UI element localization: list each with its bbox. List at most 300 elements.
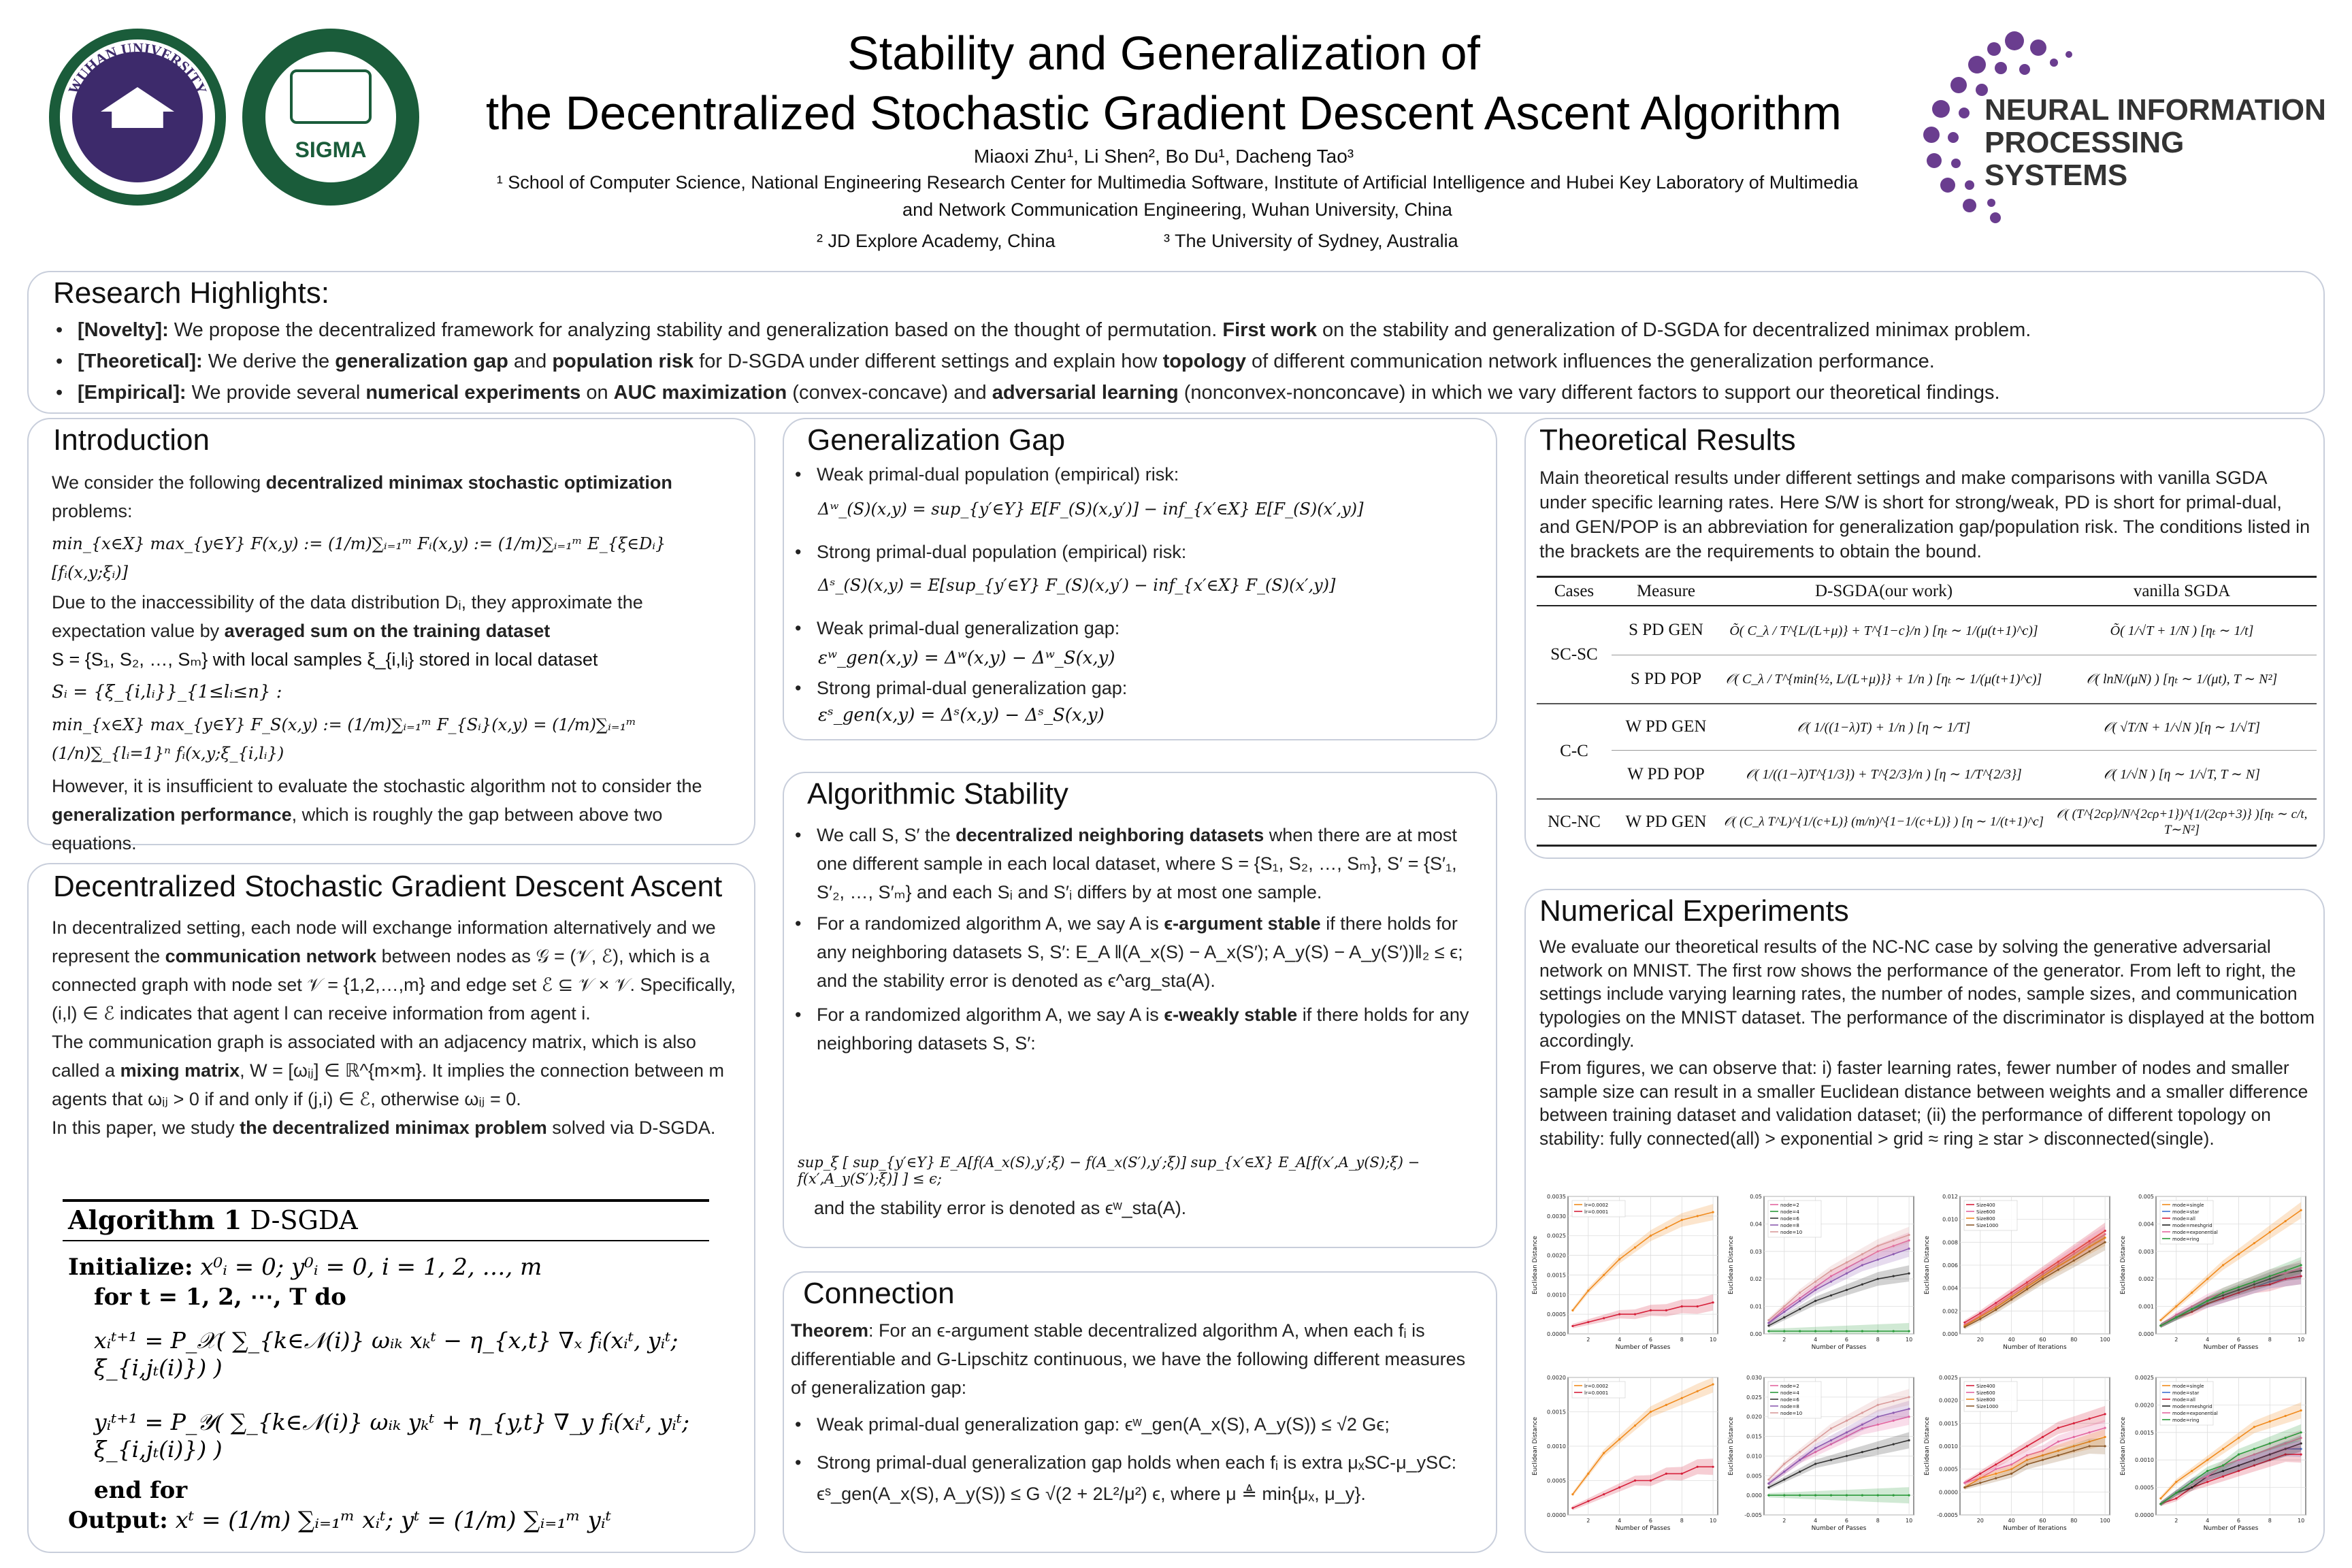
y-tick-label: 0.01 xyxy=(1750,1303,1762,1310)
y-tick-label: 0.0020 xyxy=(1547,1375,1566,1381)
measure-cell: S PD POP xyxy=(1630,669,1702,688)
intro-paragraph-1: We consider the following decentralized minimax stochastic optimization problems: xyxy=(52,472,672,521)
legend-label: node=4 xyxy=(1780,1390,1799,1396)
y-tick-label: 0.0035 xyxy=(1547,1194,1566,1200)
algorithm-mid-rule xyxy=(63,1240,709,1241)
introduction-panel xyxy=(27,418,755,853)
gengap-list-3 xyxy=(791,614,1485,642)
legend-label: mode=single xyxy=(2172,1203,2204,1208)
x-tick-label: 4 xyxy=(2206,1337,2210,1343)
data-point xyxy=(1650,1309,1652,1311)
results-table xyxy=(1537,576,2317,847)
data-point xyxy=(1767,1478,1769,1480)
data-point xyxy=(2206,1278,2208,1280)
data-point xyxy=(2238,1253,2240,1255)
chart-svg xyxy=(1530,1372,1722,1542)
legend-label: node=8 xyxy=(1780,1404,1799,1409)
connection-strong-gap: • Strong primal-dual generalization gap holds when each fᵢ is extra μₓSC-μ_ySC: ϵˢ_gen(A_x(S), A_y(S)) ≤ G √(2 + 2L²/μ²) ϵ, where μ ≜ min{μₓ, μ_y}. xyxy=(791,1447,1485,1509)
data-point xyxy=(2104,1445,2106,1447)
data-point xyxy=(1571,1507,1573,1509)
gengap-weak-gap: • Weak primal-dual generalization gap: xyxy=(791,614,1485,642)
data-point xyxy=(2238,1437,2240,1439)
data-point xyxy=(2104,1436,2106,1438)
data-point xyxy=(1799,1459,1801,1461)
theoretical-results-title: Theoretical Results xyxy=(1539,423,1796,457)
data-point xyxy=(1814,1289,1816,1291)
y-tick-label: 0.0000 xyxy=(1939,1489,1958,1496)
affiliation-1b: and Network Communication Engineering, Wuhan University, China xyxy=(902,199,1452,220)
legend-label: mode=meshgrid xyxy=(2172,1223,2212,1228)
y-axis-label: Euclidean Distance xyxy=(1728,1235,1735,1295)
data-point xyxy=(2057,1441,2059,1443)
legend-label: node=8 xyxy=(1780,1223,1799,1228)
y-tick-label: 0.05 xyxy=(1750,1194,1762,1200)
data-point xyxy=(1799,1300,1801,1302)
data-point xyxy=(1830,1294,1832,1296)
data-point xyxy=(2057,1454,2059,1456)
y-tick-label: 0.025 xyxy=(1746,1394,1762,1401)
data-point xyxy=(2300,1264,2302,1266)
algorithm-x-update: xᵢᵗ⁺¹ = P_𝒳( ∑_{k∈𝒩(i)} ωᵢₖ xₖᵗ − η_{x,t} ∇ₓ fᵢ(xᵢᵗ, yᵢᵗ; ξ_{i,jₜ(i)}) ) xyxy=(94,1327,679,1381)
y-tick-label: 0.0020 xyxy=(2135,1402,2154,1409)
y-tick-label: 0.0015 xyxy=(1547,1272,1566,1279)
y-tick-label: 0.003 xyxy=(2138,1248,2154,1255)
experiment-chart-5 xyxy=(1530,1372,1722,1542)
x-tick-label: 8 xyxy=(2268,1337,2272,1343)
x-axis-label: Number of Iterations xyxy=(2003,1525,2067,1532)
vanilla-cell: 𝒪( lnN/(μN) ) [ηₜ ∼ 1/(μt), T ∼ N²] xyxy=(2086,672,2278,687)
intro-paragraph-2: Due to the inaccessibility of the data distribution Dᵢ, they approximate the expectation value by averaged sum on the training dataset xyxy=(52,592,643,641)
data-point xyxy=(1681,1305,1683,1307)
gengap-eq-3: εʷ_gen(x,y) = Δʷ(x,y) − Δʷ_S(x,y) xyxy=(818,648,1115,668)
data-point xyxy=(1814,1300,1816,1302)
gengap-list xyxy=(791,460,1485,489)
data-point xyxy=(2089,1431,2091,1433)
data-point xyxy=(2175,1492,2177,1494)
data-point xyxy=(1861,1330,1863,1332)
th-dsgda: D-SGDA(our work) xyxy=(1720,577,2047,606)
x-tick-label: 4 xyxy=(1618,1518,1622,1524)
data-point xyxy=(1877,1447,1879,1449)
data-point xyxy=(1877,1330,1879,1332)
data-point xyxy=(2253,1242,2255,1244)
x-tick-label: 8 xyxy=(1876,1337,1880,1343)
stability-weak: • For a randomized algorithm A, we say A is ϵ-weakly stable if there holds for any neighboring datasets S, S′: xyxy=(791,1000,1485,1058)
y-tick-label: 0.015 xyxy=(1746,1433,1762,1440)
data-point xyxy=(2104,1426,2106,1428)
y-axis-label: Euclidean Distance xyxy=(1728,1416,1735,1476)
data-point xyxy=(2175,1481,2177,1483)
data-point xyxy=(1767,1494,1769,1497)
legend-label: Size1000 xyxy=(1976,1404,1999,1409)
data-point xyxy=(2073,1436,2075,1438)
experiment-chart-4 xyxy=(2118,1191,2310,1361)
x-tick-label: 2 xyxy=(2174,1518,2178,1524)
y-tick-label: 0.005 xyxy=(1746,1473,1762,1480)
data-point xyxy=(1783,1463,1785,1465)
data-point xyxy=(2010,1473,2012,1475)
theoretical-results-panel xyxy=(1524,418,2325,859)
x-tick-label: 20 xyxy=(1976,1337,1984,1343)
algorithm-for: for t = 1, 2, ⋯, T do xyxy=(94,1284,346,1311)
stability-neighboring: • We call S, S′ the decentralized neighboring datasets when there are at most one different sample in each local dataset, where S = {S₁, S₂, …, Sₘ}, S′ = {S′₁, S′₂, …, S′ₘ} and each Sᵢ and S′ᵢ differs by at most one sample. xyxy=(791,821,1485,906)
data-point xyxy=(1877,1494,1879,1497)
data-point xyxy=(2253,1426,2255,1428)
y-tick-label: 0.0000 xyxy=(2135,1512,2154,1518)
y-axis-label: Euclidean Distance xyxy=(2120,1235,2127,1295)
legend-label: Size1000 xyxy=(1976,1223,1999,1228)
ours-cell: 𝒪( 1/((1−λ)T^{1/3}) + T^{2/3}/n ) [η ∼ 1/T^{2/3}] xyxy=(1746,767,2022,783)
ours-cell: 𝒪( C_λ / T^{min{½, L/(L+μ)}} + 1/n ) [ηₜ ∼ 1/(μ(t+1)^c)] xyxy=(1725,672,2042,687)
data-point xyxy=(1830,1330,1832,1332)
data-point xyxy=(2057,1269,2059,1271)
x-tick-label: 4 xyxy=(2206,1518,2210,1524)
data-point xyxy=(1767,1482,1769,1484)
legend-label: mode=star xyxy=(2172,1390,2200,1396)
data-point xyxy=(2269,1420,2271,1422)
data-point xyxy=(2010,1454,2012,1456)
y-tick-label: 0.000 xyxy=(2138,1331,2154,1337)
data-point xyxy=(1861,1424,1863,1426)
y-tick-label: -0.005 xyxy=(1744,1512,1762,1518)
legend-label: lr=0.0001 xyxy=(1584,1390,1609,1396)
y-tick-label: 0.0005 xyxy=(1939,1466,1958,1473)
measure-cell: W PD GEN xyxy=(1612,799,1720,845)
legend-label: mode=exponential xyxy=(2172,1411,2218,1416)
x-tick-label: 2 xyxy=(1782,1337,1786,1343)
x-tick-label: 8 xyxy=(1876,1518,1880,1524)
y-tick-label: 0.010 xyxy=(1746,1453,1762,1460)
chart-svg xyxy=(1726,1191,1918,1361)
data-point xyxy=(1908,1234,1910,1236)
intro-paragraph-4: Sᵢ = {ξ_{i,lᵢ}}_{1≤lᵢ≤n} : xyxy=(52,682,282,702)
case-nc-nc: NC-NC xyxy=(1537,799,1612,845)
x-tick-label: 10 xyxy=(1906,1337,1913,1343)
x-tick-label: 20 xyxy=(1976,1518,1984,1524)
data-point xyxy=(1587,1473,1589,1475)
x-axis-label: Number of Passes xyxy=(1811,1344,1867,1351)
y-tick-label: 0.002 xyxy=(2138,1276,2154,1283)
affiliation-3: ³ The University of Sydney, Australia xyxy=(1164,231,1458,251)
connection-title: Connection xyxy=(803,1277,955,1310)
x-tick-label: 6 xyxy=(1844,1337,1849,1343)
data-point xyxy=(1767,1486,1769,1488)
data-point xyxy=(1783,1330,1785,1332)
y-tick-label: 0.002 xyxy=(1942,1308,1958,1315)
data-point xyxy=(1634,1480,1636,1482)
data-point xyxy=(1697,1466,1699,1468)
data-point xyxy=(2042,1278,2044,1280)
data-point xyxy=(1846,1455,1848,1457)
legend-label: node=6 xyxy=(1780,1397,1799,1403)
y-tick-label: 0.020 xyxy=(1746,1414,1762,1420)
data-point xyxy=(2159,1497,2161,1499)
ours-cell: 𝒪( (C_λ T^L)^{1/(c+L)} (m/n)^{1−1/(c+L)} ) [η ∼ 1/(t+1)^c] xyxy=(1720,799,2047,845)
y-tick-label: 0.0010 xyxy=(1547,1443,1566,1450)
y-tick-label: 0.0005 xyxy=(2135,1484,2154,1491)
data-point xyxy=(1634,1313,1636,1316)
data-point xyxy=(1893,1330,1895,1332)
measure-cell: W PD GEN xyxy=(1612,704,1720,750)
data-point xyxy=(1665,1473,1667,1475)
y-tick-label: 0.004 xyxy=(1942,1285,1958,1292)
x-tick-label: 40 xyxy=(2008,1518,2015,1524)
x-tick-label: 8 xyxy=(1680,1518,1684,1524)
x-axis-label: Number of Passes xyxy=(1811,1525,1867,1532)
data-point xyxy=(1814,1439,1816,1441)
chart-svg xyxy=(2118,1191,2310,1361)
x-tick-label: 10 xyxy=(2298,1518,2305,1524)
data-point xyxy=(1799,1292,1801,1294)
data-point xyxy=(1846,1289,1848,1291)
legend-label: node=2 xyxy=(1780,1384,1799,1389)
y-tick-label: 0.0015 xyxy=(2135,1429,2154,1436)
data-point xyxy=(1979,1477,1981,1480)
data-point xyxy=(1783,1471,1785,1473)
data-point xyxy=(2042,1459,2044,1461)
data-point xyxy=(1995,1463,1997,1465)
data-point xyxy=(1681,1397,1683,1399)
data-point xyxy=(1814,1281,1816,1283)
experiment-chart-6 xyxy=(1726,1372,1918,1542)
data-point xyxy=(1846,1330,1848,1332)
data-point xyxy=(2253,1281,2255,1283)
highlights-title: Research Highlights: xyxy=(53,276,329,310)
y-tick-label: 0.004 xyxy=(2138,1221,2154,1228)
legend-label: mode=all xyxy=(2172,1397,2195,1403)
data-point xyxy=(1799,1308,1801,1310)
legend-label: Size600 xyxy=(1976,1209,1995,1215)
results-table-wrap xyxy=(1537,576,2317,847)
y-tick-label: 0.000 xyxy=(1746,1492,1762,1499)
y-tick-label: 0.0015 xyxy=(1547,1409,1566,1416)
poster-title-line2: the Decentralized Stochastic Gradient Descent Ascent Algorithm xyxy=(485,86,1842,140)
stability-weak-equation: sup_ξ [ sup_{y′∈Y} E_A[f(A_x(S),y′;ξ) − f(A_x(S′),y′;ξ)] sup_{x′∈X} E_A[f(x′,A_y(S);ξ) − f(x′,A_y(S′);ξ)] ] ≤ ϵ; xyxy=(798,1154,1420,1187)
data-point xyxy=(2191,1292,2193,1294)
neurips-text-1: NEURAL INFORMATION xyxy=(1984,93,2326,127)
data-point xyxy=(1618,1486,1620,1488)
data-point xyxy=(1908,1396,1910,1398)
data-point xyxy=(1995,1468,1997,1470)
gengap-strong-risk: • Strong primal-dual population (empirical) risk: xyxy=(791,538,1485,566)
legend-label: mode=exponential xyxy=(2172,1230,2218,1235)
y-tick-label: -0.0005 xyxy=(1937,1512,1958,1518)
data-point xyxy=(1681,1473,1683,1475)
experiment-chart-7 xyxy=(1922,1372,2114,1542)
y-axis-label: Euclidean Distance xyxy=(1532,1416,1539,1476)
th-cases: Cases xyxy=(1537,577,1612,606)
data-point xyxy=(2206,1470,2208,1472)
y-tick-label: 0.0015 xyxy=(1939,1420,1958,1427)
gengap-eq-2: Δˢ_(S)(x,y) = E[sup_{y′∈Y} F_(S)(x,y′) − inf_{x′∈X} F_(S)(x′,y)] xyxy=(818,576,1336,595)
data-point xyxy=(1877,1258,1879,1260)
data-point xyxy=(2285,1415,2287,1417)
data-point xyxy=(1783,1478,1785,1480)
gengap-list-4 xyxy=(791,674,1485,702)
data-point xyxy=(2026,1288,2028,1290)
y-axis-label: Euclidean Distance xyxy=(1532,1235,1539,1295)
data-point xyxy=(2206,1459,2208,1461)
x-tick-label: 100 xyxy=(2100,1518,2110,1524)
data-point xyxy=(1603,1452,1605,1454)
dsgda-body xyxy=(52,913,739,1142)
legend-label: mode=all xyxy=(2172,1216,2195,1222)
legend-label: Size800 xyxy=(1976,1216,1995,1222)
y-axis-label: Euclidean Distance xyxy=(2120,1416,2127,1476)
data-point xyxy=(1712,1384,1714,1386)
data-point xyxy=(1799,1471,1801,1473)
ours-cell: 𝒪( 1/((1−λ)T) + 1/n ) [η ∼ 1/T] xyxy=(1720,704,2047,750)
data-point xyxy=(1767,1330,1769,1332)
legend-label: mode=single xyxy=(2172,1384,2204,1389)
data-point xyxy=(2206,1300,2208,1302)
legend-label: lr=0.0001 xyxy=(1584,1209,1609,1215)
algorithm-end-for: end for xyxy=(94,1477,188,1504)
data-point xyxy=(1634,1246,1636,1248)
x-tick-label: 2 xyxy=(1586,1518,1590,1524)
x-tick-label: 8 xyxy=(2268,1518,2272,1524)
data-point xyxy=(1908,1439,1910,1441)
affiliation-2: ² JD Explore Academy, China xyxy=(817,231,1056,251)
y-axis-label: Euclidean Distance xyxy=(1924,1416,1931,1476)
numerical-paragraph-1: We evaluate our theoretical results of the NC-NC case by solving the generative adversarial network on MNIST. The first row shows the performance of the generator. From left to right, the settings include varying learning rates, the number of nodes, sample sizes, and communication typologies on the MNIST dataset. The performance of the discriminator is displayed at the bottom accordingly. xyxy=(1539,936,2315,1051)
data-point xyxy=(1665,1309,1667,1311)
data-point xyxy=(2104,1241,2106,1243)
data-point xyxy=(1963,1482,1965,1484)
legend-label: lr=0.0002 xyxy=(1584,1203,1609,1208)
experiment-chart-2 xyxy=(1726,1191,1918,1361)
data-point xyxy=(2089,1418,2091,1420)
svg-text:WUHAN UNIVERSITY xyxy=(65,39,210,97)
data-point xyxy=(1861,1411,1863,1414)
x-tick-label: 40 xyxy=(2008,1337,2015,1343)
data-point xyxy=(1846,1261,1848,1263)
intro-body xyxy=(52,468,739,858)
stability-panel xyxy=(783,772,1497,1248)
legend-label: Size800 xyxy=(1976,1397,1995,1403)
y-tick-label: 0.04 xyxy=(1750,1221,1762,1228)
y-tick-label: 0.006 xyxy=(1942,1262,1958,1269)
data-point xyxy=(1767,1322,1769,1324)
data-point xyxy=(2222,1465,2224,1467)
legend-label: node=10 xyxy=(1780,1411,1803,1416)
data-point xyxy=(1995,1477,1997,1480)
data-point xyxy=(2300,1454,2302,1456)
data-point xyxy=(1712,1301,1714,1303)
data-point xyxy=(2269,1275,2271,1277)
x-tick-label: 6 xyxy=(1648,1518,1653,1524)
authors: Miaoxi Zhu¹, Li Shen², Bo Du¹, Dacheng Tao³ xyxy=(973,146,1354,167)
measure-cell: W PD POP xyxy=(1627,764,1705,783)
data-point xyxy=(1846,1431,1848,1433)
data-point xyxy=(1908,1494,1910,1497)
experiment-chart-1 xyxy=(1530,1191,1722,1361)
y-axis-label: Euclidean Distance xyxy=(1924,1235,1931,1295)
intro-equation-1: min_{x∈X} max_{y∈Y} F(x,y) := (1/m)∑ᵢ₌₁ᵐ Fᵢ(x,y) := (1/m)∑ᵢ₌₁ᵐ E_{ξ∈Dᵢ}[fᵢ(x,y;ξᵢ)] xyxy=(52,534,666,582)
data-point xyxy=(2238,1286,2240,1288)
x-tick-label: 6 xyxy=(1844,1518,1849,1524)
data-point xyxy=(1712,1466,1714,1468)
legend-label: mode=ring xyxy=(2172,1418,2200,1423)
algorithm-y-update: yᵢᵗ⁺¹ = P_𝒴( ∑_{k∈𝒩(i)} ωᵢₖ yₖᵗ + η_{y,t} ∇_y fᵢ(xᵢᵗ, yᵢᵗ; ξ_{i,jₜ(i)}) ) xyxy=(94,1409,690,1463)
intro-paragraph-5: However, it is insufficient to evaluate the stochastic algorithm not to consider the generalization performance, which is roughly the gap between above two equations. xyxy=(52,776,702,853)
data-point xyxy=(2159,1324,2161,1326)
data-point xyxy=(1767,1319,1769,1321)
data-point xyxy=(2191,1486,2193,1488)
algorithm-initialize: Initialize: x⁰ᵢ = 0; y⁰ᵢ = 0, i = 1, 2, …, m xyxy=(68,1254,542,1281)
data-point xyxy=(1712,1211,1714,1213)
data-point xyxy=(2073,1422,2075,1424)
y-tick-label: 0.012 xyxy=(1942,1194,1958,1200)
y-tick-label: 0.0000 xyxy=(1547,1512,1566,1518)
gengap-eq-4: εˢ_gen(x,y) = Δˢ(x,y) − Δˢ_S(x,y) xyxy=(818,705,1105,725)
neurips-text-2: PROCESSING SYSTEMS xyxy=(1984,126,2185,192)
data-point xyxy=(1814,1447,1816,1449)
data-point xyxy=(2269,1231,2271,1233)
y-tick-label: 0.0005 xyxy=(1547,1311,1566,1318)
data-point xyxy=(2206,1481,2208,1483)
y-tick-label: 0.0010 xyxy=(2135,1457,2154,1464)
x-axis-label: Number of Passes xyxy=(2203,1525,2259,1532)
intro-equation-2: min_{x∈X} max_{y∈Y} F_S(x,y) := (1/m)∑ᵢ₌₁ᵐ F_{Sᵢ}(x,y) = (1/m)∑ᵢ₌₁ᵐ (1/n)∑_{lᵢ=1}ⁿ fᵢ(x,y;ξ_{i,lᵢ}) xyxy=(52,715,636,763)
data-point xyxy=(2238,1454,2240,1456)
legend-label: node=2 xyxy=(1780,1203,1799,1208)
data-point xyxy=(1571,1309,1573,1311)
legend-label: node=6 xyxy=(1780,1216,1799,1222)
data-point xyxy=(1697,1215,1699,1217)
data-point xyxy=(1893,1400,1895,1402)
data-point xyxy=(1571,1325,1573,1327)
data-point xyxy=(2253,1448,2255,1450)
data-point xyxy=(1861,1451,1863,1453)
wuhan-university-logo xyxy=(49,29,226,206)
measure-cell: S PD GEN xyxy=(1629,621,1703,640)
data-point xyxy=(1783,1316,1785,1318)
legend-label: lr=0.0002 xyxy=(1584,1384,1609,1389)
data-point xyxy=(2300,1209,2302,1211)
legend-label: Size400 xyxy=(1976,1203,1995,1208)
data-point xyxy=(1893,1239,1895,1241)
data-point xyxy=(1979,1482,1981,1484)
data-point xyxy=(2191,1470,2193,1472)
data-point xyxy=(1814,1463,1816,1465)
gengap-strong-gap: • Strong primal-dual generalization gap: xyxy=(791,674,1485,702)
data-point xyxy=(1783,1494,1785,1497)
highlight-empirical: • [Empirical]: We provide several numerical experiments on AUC maximization (convex-concave) and adversarial learning (nonconvex-nonconcave) in which we vary different factors to support our theoretical findings. xyxy=(52,377,2311,408)
data-point xyxy=(1783,1305,1785,1307)
chart-svg xyxy=(1530,1191,1722,1361)
data-point xyxy=(1830,1269,1832,1271)
connection-theorem: Theorem: For an ϵ-argument stable decentralized algorithm A, when each fᵢ is differentiable and G-Lipschitz continuous, we have the following different measures of generalization gap: xyxy=(791,1320,1466,1398)
algorithm-top-rule xyxy=(63,1199,709,1202)
connection-weak-gap: • Weak primal-dual generalization gap: ϵʷ_gen(A_x(S), A_y(S)) ≤ √2 Gϵ; xyxy=(791,1409,1485,1440)
data-point xyxy=(1665,1227,1667,1229)
data-point xyxy=(1846,1273,1848,1275)
stability-list xyxy=(791,821,1485,1058)
x-tick-label: 2 xyxy=(1782,1518,1786,1524)
data-point xyxy=(1893,1494,1895,1497)
data-point xyxy=(2175,1497,2177,1499)
data-point xyxy=(1877,1278,1879,1280)
data-point xyxy=(1767,1324,1769,1326)
connection-panel xyxy=(783,1271,1497,1553)
x-tick-label: 8 xyxy=(1680,1337,1684,1343)
ours-cell: Õ( C_λ / T^{L/(L+μ)} + T^{1−c}/n ) [ηₜ ∼ 1/(μ(t+1)^c)] xyxy=(1729,623,2038,638)
highlights-list xyxy=(52,314,2311,408)
connection-list xyxy=(791,1409,1485,1509)
data-point xyxy=(2191,1481,2193,1483)
generalization-gap-title: Generalization Gap xyxy=(807,423,1066,457)
